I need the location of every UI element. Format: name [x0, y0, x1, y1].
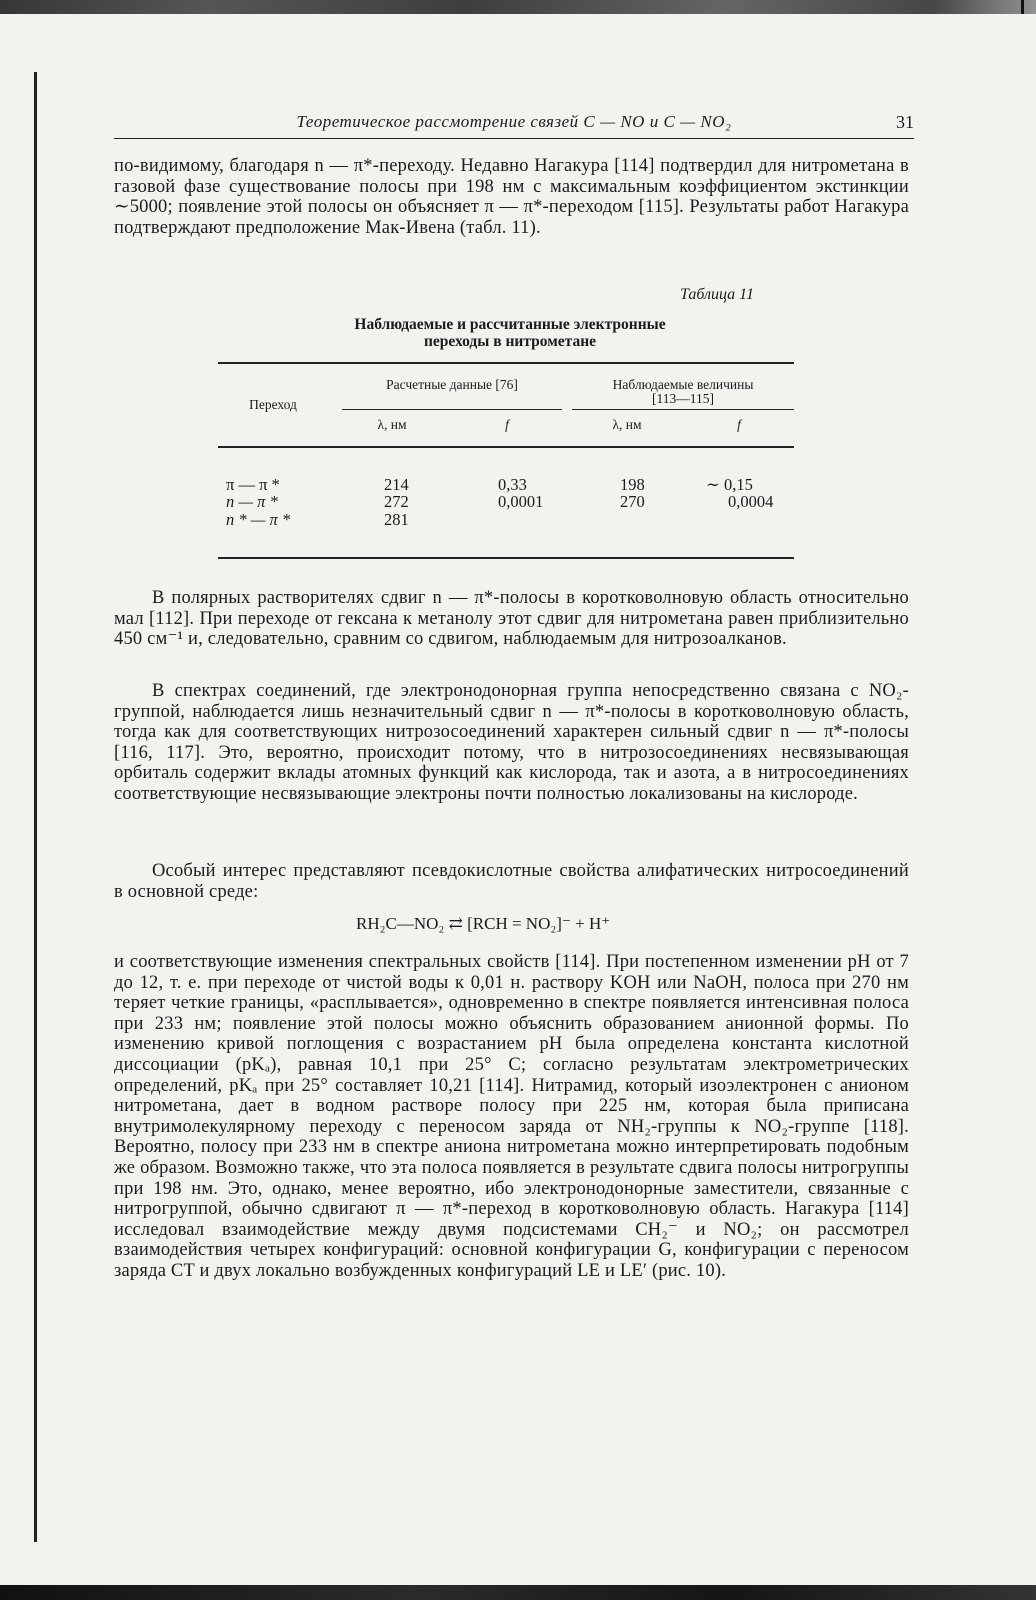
equation: RH₂C—NO₂ ⇄ [RCH = NO₂]⁻ + H⁺ [356, 914, 611, 933]
table-cell-transition: π — π * [226, 475, 280, 494]
table-subheader-calc-lambda: λ, нм [377, 417, 407, 432]
table-cell-obs-lambda: 198 [620, 475, 645, 494]
table-subheader-obs-f: f [737, 417, 741, 432]
page-number: 31 [896, 112, 914, 132]
paragraph-5: и соответствующие изменения спектральных свойств [114]. При постепенном изменении pH от 7 до 12, т. е. при переходе от чистой воды к 0,01 н. раствору KOH или NaOH, полоса при 270 нм теряет четкие границы, «расплывается», одновременно в спектре появляется интенсивная полоса при 233 нм; появление этой полосы можно объяснить образованием анионной формы. По изменению кривой поглощения с возрастанием pH была определена константа кислотной диссоциации (pKₐ), равная 10,1 при 25° C; согласно результатам электрометрических определений, pKₐ при 25° составляет 10,21 [114]. Нитрамид, который изоэлектронен с анионом нитрометана, дает в водном растворе полосу при 225 нм, которая была приписана внутримолекулярному переходу с переносом заряда от NH₂-группы к NO₂-группе [118]. Вероятно, полосу при 233 нм в спектре аниона нитрометана можно интерпретировать подобным же образом. Возможно также, что эта полоса появляется в результате сдвига полосы нитрогруппы при 198 нм. Это, однако, менее вероятно, ибо электронодонорные заместители, связанные с нитрогруппой, обычно сдвигают π — π*-переход в коротковолновую область. Нагакура [114] исследовал взаимодействие между двумя подсистемами CH₂⁻ и NO₂; он рассмотрел взаимодействия четырех конфигураций: основной конфигурации G, конфигурации с переносом заряда CT и двух локально возбужденных конфигураций LE и LE′ (рис. 10). [114, 952, 909, 1281]
paragraph-1: по-видимому, благодаря n — π*-переходу. Недавно Нагакура [114] подтвердил для нитрометана в газовой фазе существование полосы при 198 нм с максимальным коэффициентом экстинкции ∼5000; появление этой полосы он объясняет π — π*-переходом [115]. Результаты работ Нагакура подтверждают предположение Мак-Ивена (табл. 11). [114, 156, 909, 238]
table-caption-line-2: переходы в нитрометане [423, 333, 597, 350]
table-cell-calc-lambda: 214 [384, 475, 409, 494]
table-cell-calc-f: 0,33 [498, 475, 527, 494]
table-cell-calc-lambda: 281 [384, 510, 409, 529]
scan-edge-top [0, 0, 1036, 14]
table-cell-obs-lambda: 270 [620, 492, 645, 511]
table-header-transition: Переход [249, 397, 297, 412]
table-group-rule-obs [572, 409, 794, 410]
scan-edge-mark [1021, 0, 1024, 14]
table-header-obs-line-2: [113—115] [652, 391, 714, 406]
table-header-rule [218, 446, 794, 448]
scan-edge-left [34, 72, 37, 1542]
table-header-obs-line-1: Наблюдаемые величины [612, 377, 754, 392]
paragraph-4: Особый интерес представляют псевдокислотные свойства алифатических нитросоединений в основной среде: [114, 861, 909, 902]
paragraph-2: В полярных растворителях сдвиг n — π*-полосы в коротковолновую область относительно мал [112]. При переходе от гексана к метанолу этот сдвиг для нитрометана равен приблизительно 450 см⁻¹ и, следовательно, сравним со сдвигом, наблюдаемым для нитрозоалканов. [114, 588, 909, 650]
table-label: Таблица 11 [680, 286, 754, 303]
table-subheader-obs-lambda: λ, нм [612, 417, 642, 432]
table-caption-line-1: Наблюдаемые и рассчитанные электронные [354, 316, 666, 333]
running-title: Теоретическое рассмотрение связей C — NO и C — NO₂ [296, 112, 732, 131]
table-cell-calc-f: 0,0001 [498, 492, 544, 511]
running-header [114, 110, 914, 139]
table-header-obs [572, 378, 794, 406]
table-cell-obs-f: ∼ 0,15 [706, 475, 753, 494]
table-cell-transition: n * — π * [226, 510, 291, 529]
table-cell-calc-lambda: 272 [384, 492, 409, 511]
table-subheader-calc-f: f [505, 417, 509, 432]
table-header-calc: Расчетные данные [76] [386, 377, 518, 392]
table-group-rule-calc [342, 409, 562, 410]
table-caption [300, 316, 720, 350]
paragraph-3: В спектрах соединений, где электронодонорная группа непосредственно связана с NO₂-группой, наблюдается лишь незначительный сдвиг n — π*-полосы в коротковолновую область, тогда как для соответствующих нитрозосоединений характерен сильный сдвиг n — π*-полосы [116, 117]. Это, вероятно, происходит потому, что в нитрозосоединениях несвязывающая орбиталь содержит вклады атомных функций как кислорода, так и азота, а в нитросоединениях соответствующие несвязывающие электроны почти полностью локализованы на кислороде. [114, 681, 909, 804]
table-cell-transition: n — π * [226, 492, 278, 511]
table-top-rule [218, 362, 794, 364]
scan-edge-bottom [0, 1585, 1036, 1600]
table-cell-obs-f: 0,0004 [728, 492, 774, 511]
table-bottom-rule [218, 557, 794, 559]
